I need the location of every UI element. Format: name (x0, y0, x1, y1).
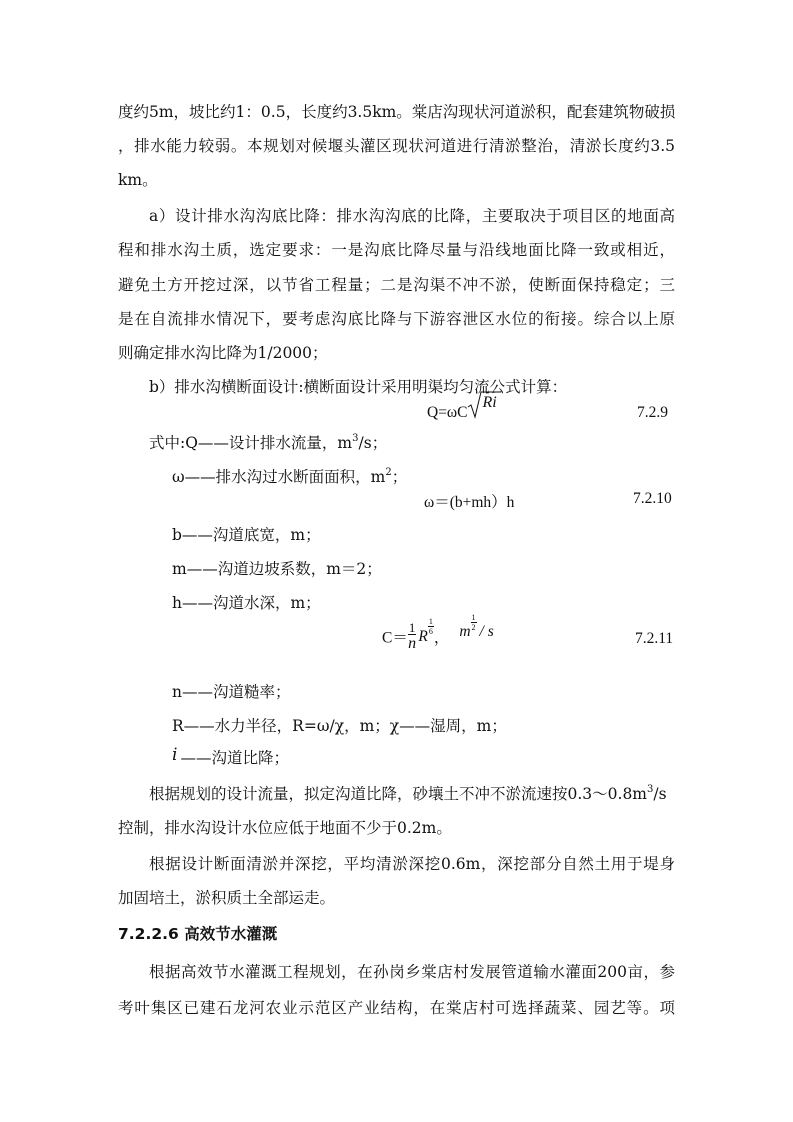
fraction-denominator: 2 (471, 623, 476, 632)
definition-text: /s； (358, 434, 388, 452)
fraction-numerator: 1 (471, 613, 476, 622)
comma: ， (433, 629, 450, 647)
equation-chezy (382, 613, 494, 652)
body-text-line: 是在自流排水情况下，要考虑沟底比降与下游容泄区水位的衔接。综合以上原 (118, 310, 675, 328)
superscript: 3 (352, 433, 359, 444)
definition-text: ω——排水沟过水断面面积，m (172, 468, 386, 486)
equation-number: 7.2.10 (633, 490, 672, 507)
definition-line: b——沟道底宽，m； (172, 526, 321, 544)
body-text-line: 则确定排水沟比降为1/2000； (118, 344, 328, 362)
body-text: 根据规划的设计流量，拟定沟道比降，砂壤土不冲不淤流速按0.3～0.8m (149, 785, 648, 803)
body-text-line: 考叶集区已建石龙河农业示范区产业结构，在棠店村可选择蔬菜、园艺等。项 (118, 999, 675, 1017)
equation-area: ω＝(b+mh）h (424, 494, 515, 511)
body-text-line: 避免土方开挖过深，以节省工程量；二是沟渠不冲不淤，使断面保持稳定；三 (118, 276, 675, 294)
body-text-line: 根据设计断面清淤并深挖，平均清淤深挖0.6m，深挖部分自然土用于堤身 (149, 855, 675, 873)
body-text-line: 根据高效节水灌溉工程规划，在孙岗乡棠店村发展管道输水灌面200亩，参 (149, 963, 675, 981)
equation-lhs: Q=ωC (427, 404, 468, 421)
section-heading: 7.2.2.6 高效节水灌溉 (118, 925, 278, 943)
fraction-denominator: n (408, 635, 417, 652)
definition-line: R——水力半径，R=ω/χ，m；χ——湿周，m； (172, 717, 507, 735)
equation-lhs: C＝ (382, 629, 408, 647)
definition-line: h——沟道水深，m； (172, 594, 321, 612)
definition-text: ； (391, 468, 408, 486)
definition-line: n——沟道糙率； (172, 683, 291, 701)
equation-number: 7.2.9 (637, 404, 668, 421)
body-text-line (149, 782, 675, 804)
equation-manning (427, 390, 501, 420)
fraction-denominator: 6 (428, 627, 433, 636)
superscript: 2 (385, 467, 392, 478)
unit-text: / s (479, 623, 494, 640)
variable-r: R (418, 627, 428, 645)
body-text: /s (653, 785, 667, 803)
superscript: 3 (647, 784, 654, 795)
definition-text: ——沟道比降； (180, 749, 289, 767)
body-text-line: km。 (118, 171, 158, 189)
sqrt-symbol (467, 390, 501, 420)
body-text-line: a）设计排水沟沟底比降：排水沟沟底的比降，主要取决于项目区的地面高 (149, 207, 675, 225)
body-text-line: 程和排水沟土质，选定要求：一是沟底比降尽量与沿线地面比降一致或相近， (118, 241, 675, 259)
equation-number: 7.2.11 (635, 630, 674, 647)
variable-i: i (172, 745, 178, 765)
definition-line (172, 746, 289, 768)
definition-line (149, 431, 387, 453)
body-text-line: b）排水沟横断面设计:横断面设计采用明渠均匀流公式计算： (149, 378, 568, 396)
fraction-numerator: 1 (408, 620, 416, 635)
variable-m: m (459, 623, 471, 640)
definition-line: m——沟道边坡系数，m＝2； (172, 560, 382, 578)
radicand: Ri (482, 394, 497, 411)
body-text-line: ，排水能力较弱。本规划对候堰头灌区现状河道进行清淤整治，清淤长度约3.5 (118, 137, 675, 155)
fraction (408, 621, 417, 652)
body-text-line: 加固培土，淤积质土全部运走。 (118, 889, 336, 907)
fraction-numerator: 1 (428, 617, 433, 626)
body-text-line: 控制，排水沟设计水位应低于地面不少于0.2m。 (118, 819, 452, 837)
definition-line (172, 465, 407, 487)
body-text-line: 度约5m，坡比约1：0.5，长度约3.5km。棠店沟现状河道淤积，配套建筑物破损 (118, 103, 676, 121)
definition-text: 式中:Q——设计排水流量，m (149, 434, 353, 452)
exponent-fraction (471, 613, 477, 632)
